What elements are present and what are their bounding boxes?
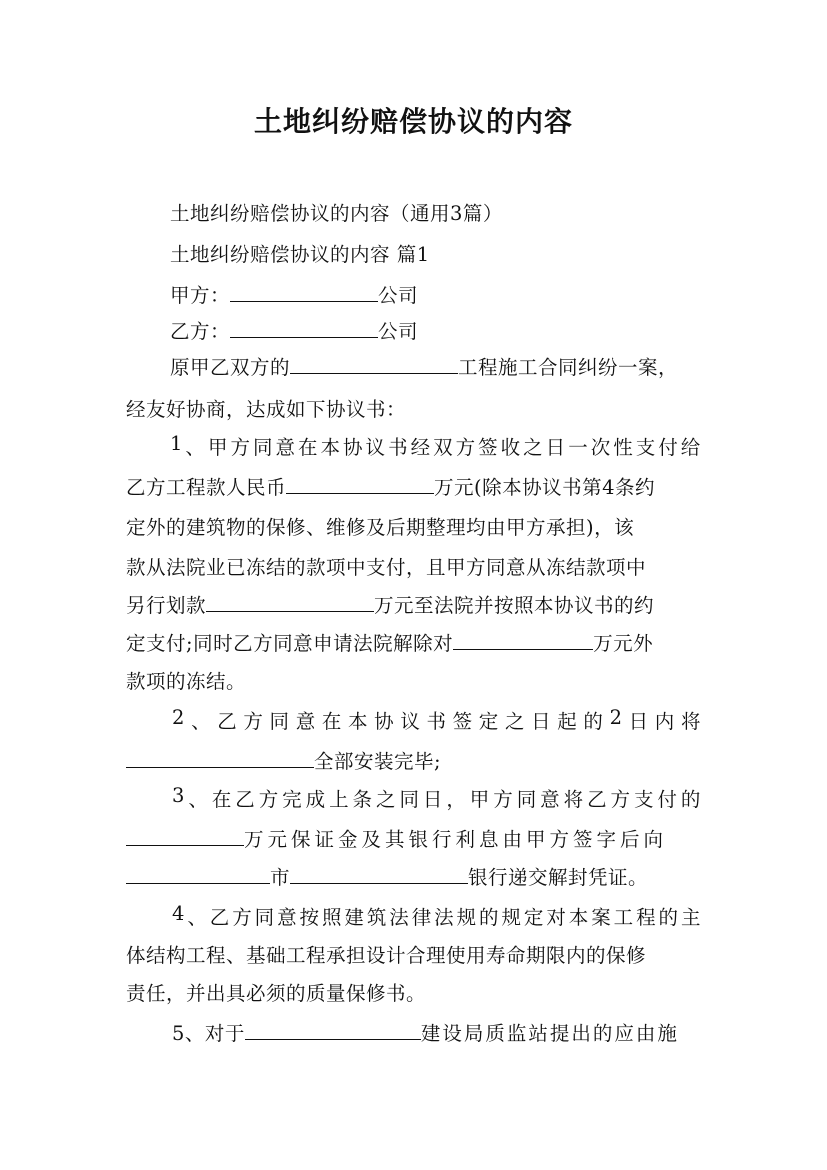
- clause-text: 银行递交解封凭证。: [468, 866, 649, 889]
- subtitle: 土地纠纷赔偿协议的内容（通用3篇）: [170, 202, 503, 225]
- clause-4-line-1: 4 、 乙 方 同 意 按 照 建 筑 法 律 法 规 的 规 定 对 本 案 工 程 的 主: [172, 902, 701, 929]
- amount-blank-1[interactable]: [286, 472, 434, 494]
- section-heading: 土地纠纷赔偿协议的内容 篇1: [170, 243, 430, 266]
- amount-blank-2[interactable]: [206, 590, 374, 612]
- bank-blank[interactable]: [290, 862, 468, 884]
- clause-1-line-1: 1 、 甲 方 同 意 在 本 协 议 书 经 双 方 签 收 之 日 一 次 性 支 付 给: [170, 432, 701, 459]
- clause-text: 万元外: [593, 632, 654, 655]
- amount-blank-3[interactable]: [453, 628, 593, 650]
- clause-text: 另行划款: [126, 594, 207, 617]
- clause-5-line-1: [172, 1018, 679, 1046]
- clause-1-line-2: [126, 472, 655, 500]
- clause-4-line-3: 责任，并出具必须的质量保修书。: [126, 982, 427, 1005]
- clause-text: 全部安装完毕;: [314, 750, 442, 773]
- city-blank[interactable]: [126, 862, 270, 884]
- intro-line-1: [170, 352, 678, 380]
- clause-text: 乙方工程款人民币: [126, 476, 287, 499]
- clause-text: 万元至法院并按照本协议书的约: [374, 594, 655, 617]
- clause-1-line-6: [126, 628, 653, 656]
- clause-1-line-7: 款项的冻结。: [126, 670, 247, 693]
- company-suffix: 公司: [378, 320, 419, 343]
- intro-line-2: 经友好协商，达成如下协议书：: [126, 398, 407, 421]
- intro-text: 原甲乙双方的: [170, 356, 291, 379]
- clause-text: 5、对于: [172, 1022, 245, 1045]
- clause-3-line-2: [126, 824, 667, 852]
- clause-1-line-5: [126, 590, 654, 618]
- party-a-blank[interactable]: [230, 280, 378, 302]
- party-b-line: [170, 316, 418, 344]
- clause-1-line-3: 定外的建筑物的保修、维修及后期整理均由甲方承担)，该: [126, 516, 635, 539]
- document-title: 土地纠纷赔偿协议的内容: [253, 105, 573, 138]
- party-b-blank[interactable]: [230, 316, 378, 338]
- party-a-label: 甲方：: [170, 284, 231, 307]
- clause-3-line-3: [126, 862, 648, 890]
- clause-text: 定支付;同时乙方同意申请法院解除对: [126, 632, 454, 655]
- company-suffix: 公司: [378, 284, 419, 307]
- clause-3-line-1: 3 、 在 乙 方 完 成 上 条 之 同 日 ， 甲 方 同 意 将 乙 方 支 付 的: [172, 784, 701, 811]
- clause-text: 建设局质监站提出的应由施: [420, 1022, 679, 1045]
- clause-2-line-2: [126, 746, 441, 774]
- clause-1-line-4: 款从法院业已冻结的款项中支付，且甲方同意从冻结款项中: [126, 556, 647, 579]
- deposit-blank[interactable]: [126, 824, 244, 846]
- equipment-blank[interactable]: [126, 746, 314, 768]
- party-a-line: [170, 280, 418, 308]
- bureau-blank[interactable]: [245, 1018, 421, 1040]
- clause-4-line-2: 体结构工程、基础工程承担设计合理使用寿命期限内的保修: [126, 944, 647, 967]
- clause-2-line-1: 2 、 乙 方 同 意 在 本 协 议 书 签 定 之 日 起 的 2 日 内 将: [172, 706, 701, 733]
- project-blank[interactable]: [290, 352, 458, 374]
- clause-text: 市: [270, 866, 291, 889]
- party-b-label: 乙方：: [170, 320, 231, 343]
- intro-text: 工程施工合同纠纷一案，: [458, 356, 679, 379]
- clause-text: 万元保证金及其银行利息由甲方签字后向: [244, 828, 668, 851]
- clause-text: 万元(除本协议书第4条约: [434, 476, 656, 499]
